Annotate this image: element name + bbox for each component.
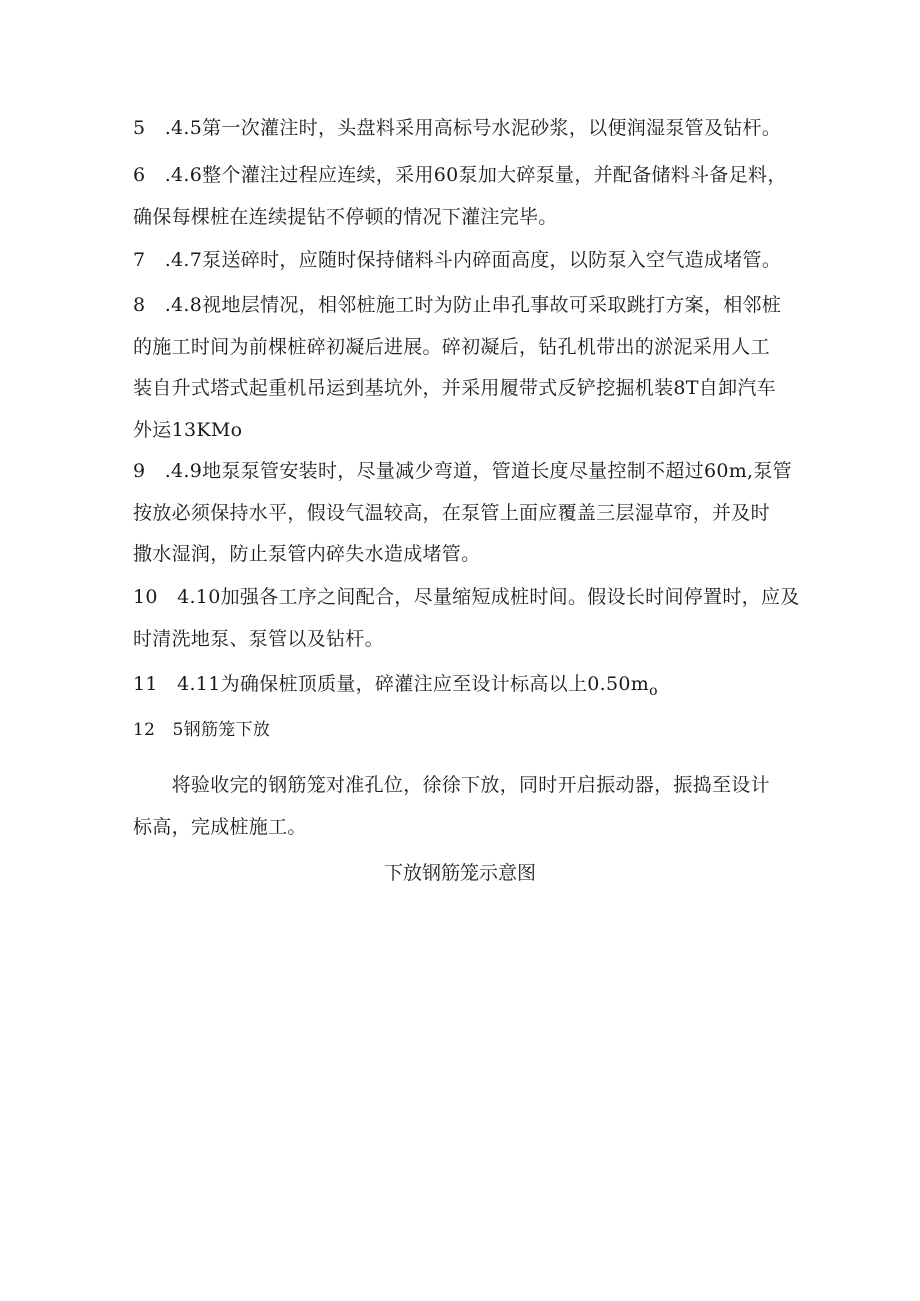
heading-text: 12 5钢筋笼下放 bbox=[133, 720, 271, 740]
item-4-6 bbox=[133, 155, 803, 238]
item-line: 7 .4.7泵送碎时，应随时保持储料斗内碎面高度，以防泵入空气造成堵管。 bbox=[133, 249, 782, 271]
paragraph-line: 标高，完成桩施工。 bbox=[133, 815, 307, 838]
figure-caption: 下放钢筋笼示意图 bbox=[383, 862, 536, 884]
item-4-5 bbox=[133, 108, 803, 150]
item-4-11 bbox=[133, 664, 803, 706]
item-line: 装自升式塔式起重机吊运到基坑外，并采用履带式反铲挖掘机装8T自卸汽车 bbox=[133, 377, 776, 399]
item-text: 11 4.11为确保桩顶质量，碎灌注应至设计标高以上0.50m bbox=[133, 673, 650, 695]
item-4-10 bbox=[133, 577, 803, 660]
item-line: 确保每棵桩在连续提钻不停顿的情况下灌注完毕。 bbox=[133, 205, 558, 228]
item-line: 按放必须保持水平，假设气温较高，在泵管上面应覆盖三层湿草帘，并及时 bbox=[133, 501, 770, 524]
item-4-9 bbox=[133, 451, 803, 576]
item-line: 10 4.10加强各工序之间配合，尽量缩短成桩时间。假设长时间停置时，应及 bbox=[133, 586, 800, 608]
item-line: 的施工时间为前棵桩碎初凝后进展。碎初凝后，钻孔机带出的淤泥采用人工 bbox=[133, 335, 770, 358]
item-line: 5 .4.5第一次灌注时，头盘料采用高标号水泥砂浆，以便润湿泵管及钻杆。 bbox=[133, 117, 782, 139]
item-line: 撒水湿润，防止泵管内碎失水造成堵管。 bbox=[133, 543, 481, 565]
item-line: 6 .4.6整个灌注过程应连续，采用60泵加大碎泵量，并配备储料斗备足料， bbox=[133, 164, 787, 186]
body-paragraph bbox=[133, 765, 803, 848]
item-line: 外运13KMo bbox=[133, 418, 243, 441]
section-heading bbox=[133, 710, 803, 752]
item-4-7 bbox=[133, 240, 803, 282]
paragraph-line: 将验收完的钢筋笼对准孔位，徐徐下放，同时开启振动器，振捣至设计 bbox=[133, 774, 770, 796]
item-suffix: o bbox=[649, 682, 658, 699]
item-line: 8 .4.8视地层情况，相邻桩施工时为防止串孔事故可采取跳打方案，相邻桩 bbox=[133, 294, 782, 316]
item-line bbox=[133, 664, 803, 706]
item-4-8 bbox=[133, 285, 803, 451]
item-line: 时清洗地泵、泵管以及钻杆。 bbox=[133, 627, 384, 650]
item-line: 9 .4.9地泵泵管安装时，尽量减少弯道，管道长度尽量控制不超过60m,泵管 bbox=[133, 460, 792, 482]
